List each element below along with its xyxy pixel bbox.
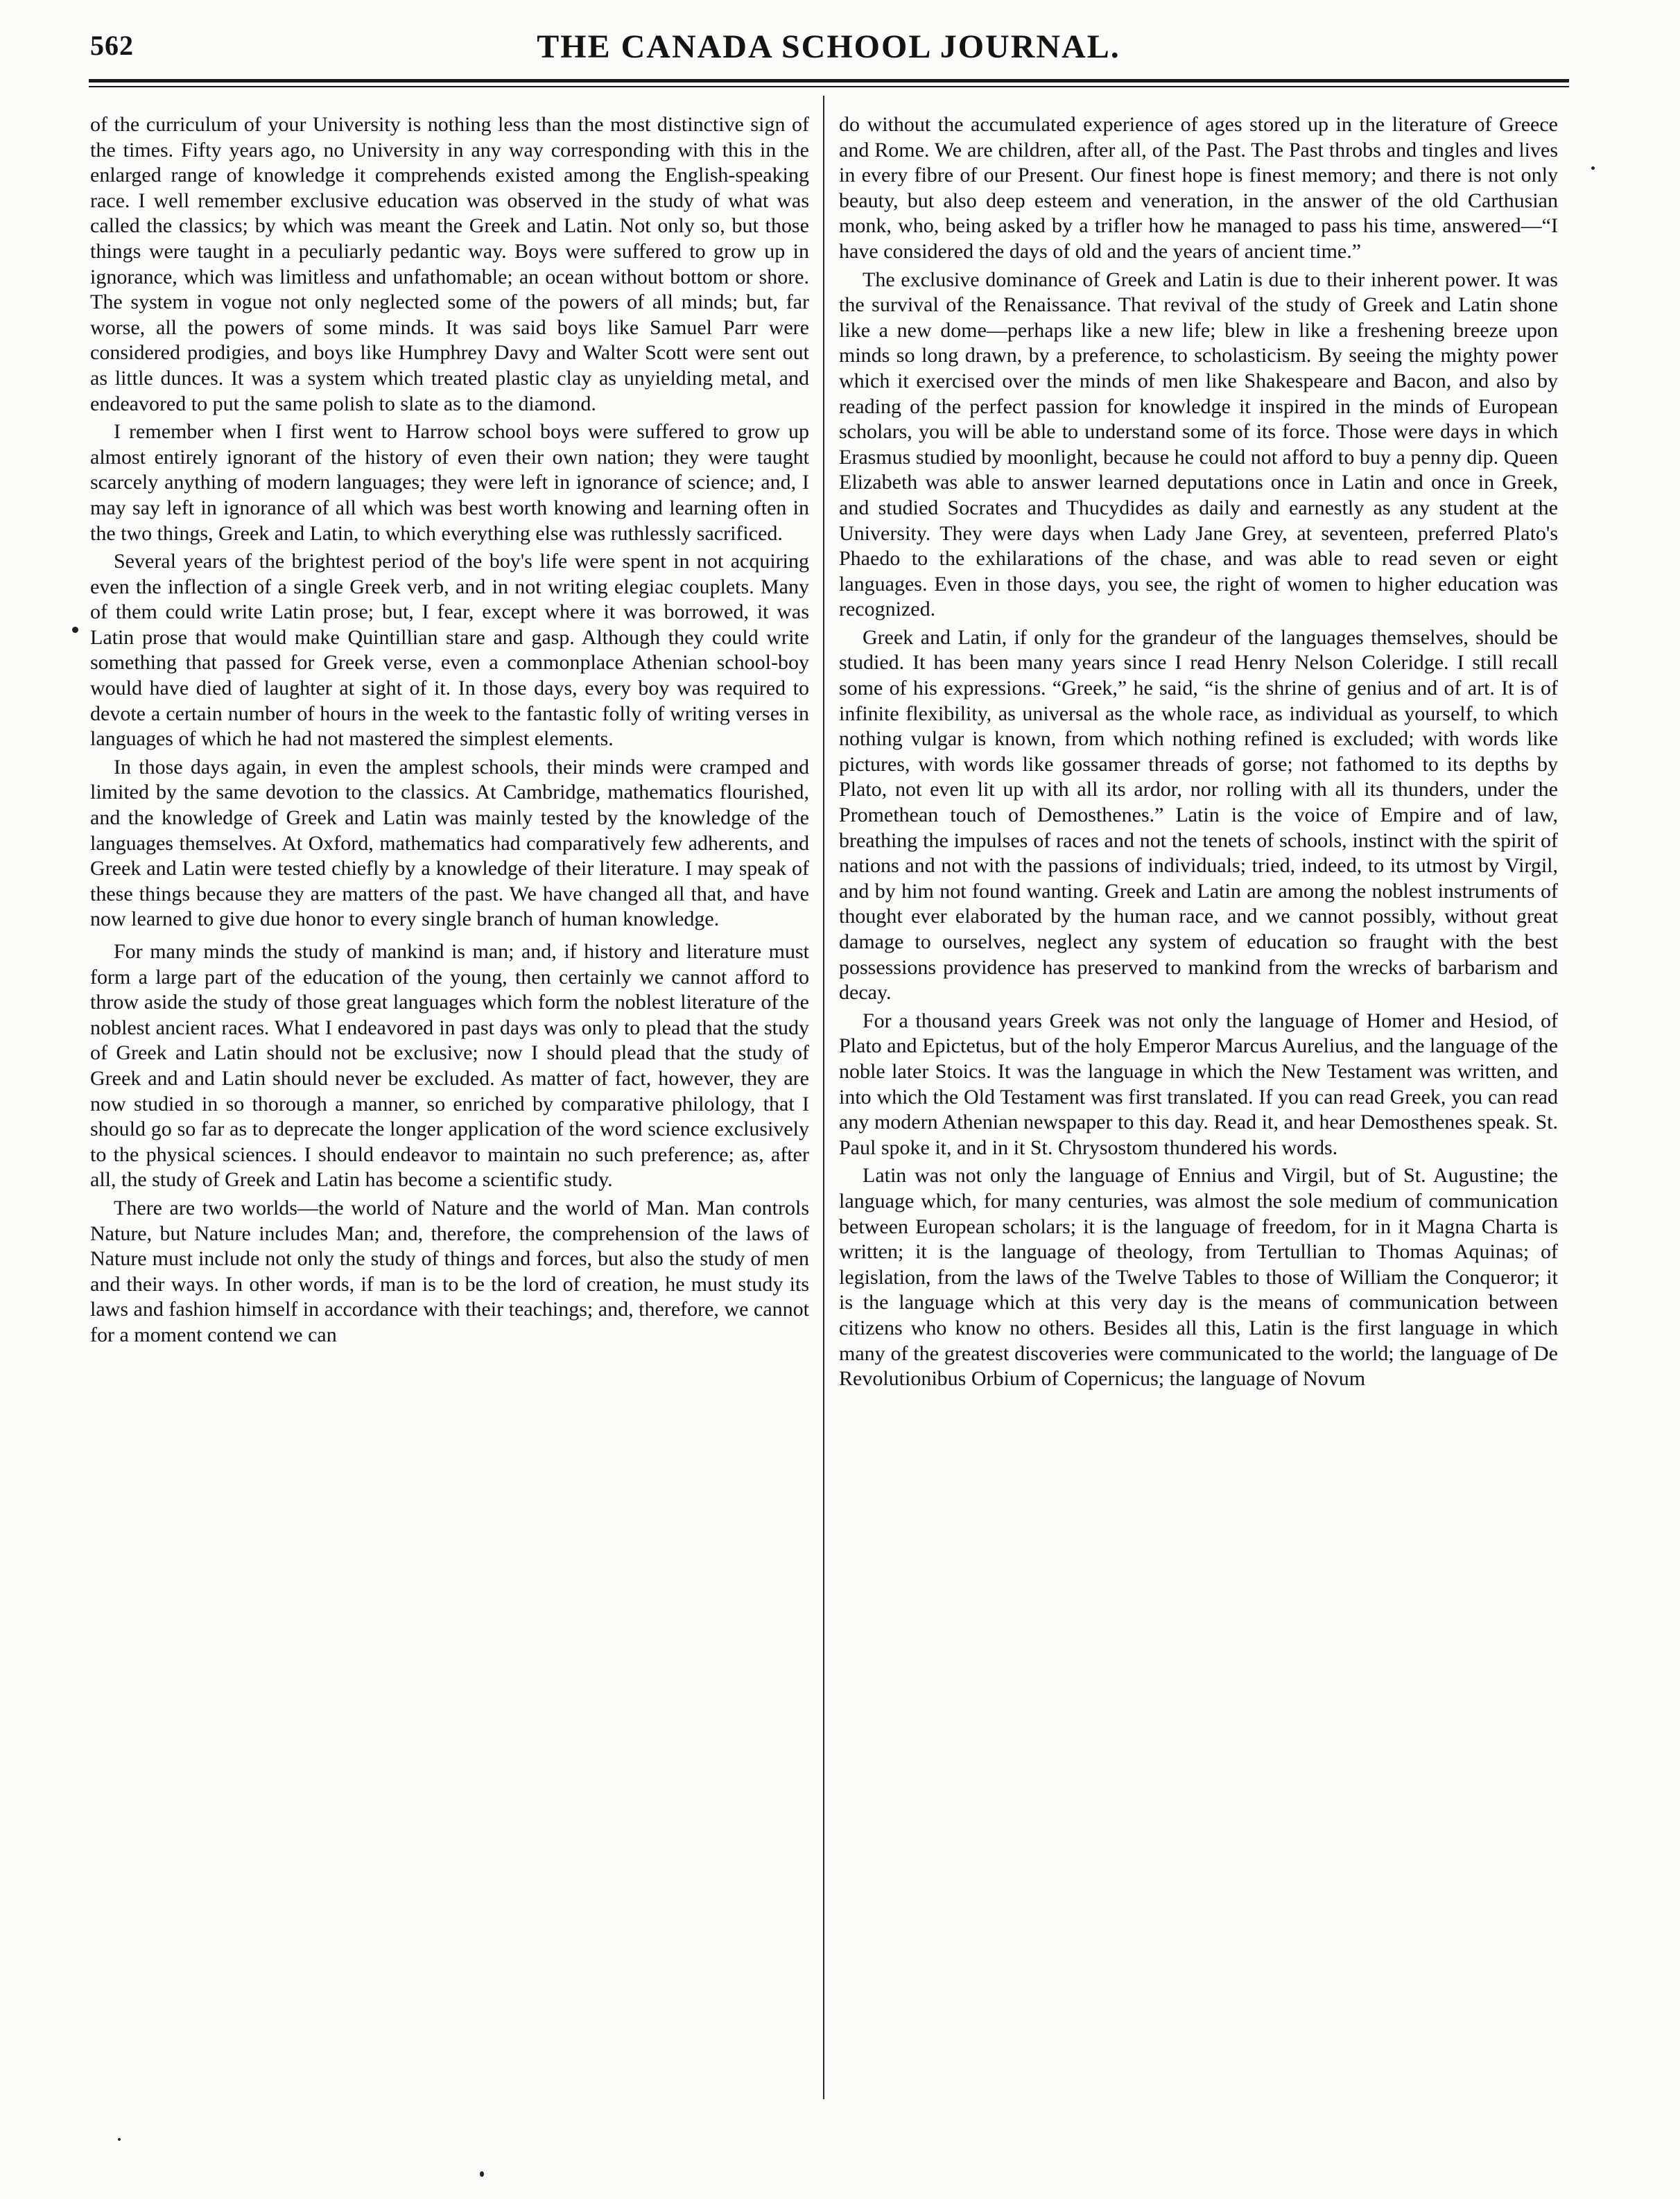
paragraph: Greek and Latin, if only for the grandeur of the languages themselves, should be studied. It has been many years since I read Henry Nelson Coleridge. I still recall some of his expressions. “Greek,” he said, “is the shrine of genius and of art. It is of infinite flexibility, as universal as the whole race, as individual as yourself, to which nothing vulgar is known, from which nothing refined is excluded; with words like pictures, with words like gossamer threads of gorse; not fathomed to its depths by Plato, not even lit up with all its ardor, nor rolling with all its thunders, under the Promethean touch of Demosthenes.” Latin is the voice of Empire and of law, breathing the impulses of races and not the tenets of schools, instinct with the spirit of nations and not with the passions of individuals; tried, indeed, to its utmost by Virgil, and by him not found wanting. Greek and Latin are among the noblest instruments of thought ever elaborated by the human race, and we cannot possibly, without great damage to ourselves, neglect any system of education so fraught with the best possessions providence has preserved to mankind from the wrecks of barbarism and decay. — [839, 625, 1558, 1005]
left-column — [90, 112, 809, 2101]
paragraph: do without the accumulated experience of ages stored up in the literature of Greece and Rome. We are children, after all, of the Past. The Past throbs and tingles and lives in every fibre of our Present. Our finest hope is finest memory; and there is not only beauty, but also deep esteem and veneration, in the answer of the old Carthusian monk, who, being asked by a trifler how he managed to pass his time, answered—“I have considered the days of old and the years of ancient time.” — [839, 113, 1558, 263]
right-column — [839, 112, 1558, 2101]
paragraph: Several years of the brightest period of the boy's life were spent in not acquiring even the inflection of a single Greek verb, and in not writing elegiac couplets. Many of them could write Latin prose; but, I fear, except where it was borrowed, it was Latin prose that would make Quintillian stare and gasp. Although they could write something that passed for Greek verse, even a commonplace Athenian school-boy would have died of laughter at sight of it. In those days, every boy was required to devote a certain number of hours in the week to the fantastic folly of writing verses in languages of which he had not mastered the simplest elements. — [90, 550, 809, 751]
header-rule-thick — [89, 79, 1569, 82]
paragraph: of the curriculum of your University is nothing less than the most distinctive sign of the times. Fifty years ago, no University in any way corresponding with this in the enlarged range of knowledge it comprehends existed among the English-speaking race. I well remember exclusive education was observed in the study of what was called the classics; by which was meant the Greek and Latin. Not only so, but those things were taught in a peculiarly pedantic way. Boys were suffered to grow up in ignorance, which was limitless and unfathomable; an ocean without bottom or shore. The system in vogue not only neglected some of the powers of all minds; but, far worse, all the powers of some minds. It was said boys like Samuel Parr were considered prodigies, and boys like Humphrey Davy and Walter Scott were sent out as little dunces. It was a system which treated plastic clay as unyielding metal, and endeavored to put the same polish to slate as to the diamond. — [90, 113, 809, 415]
paragraph: There are two worlds—the world of Nature and the world of Man. Man controls Nature, but Nature includes Man; and, therefore, the comprehension of the laws of Nature must include not only the study of things and forces, but also the study of men and their ways. In other words, if man is to be the lord of creation, he must study its laws and fashion himself in accordance with their teachings; and, therefore, we cannot for a moment contend we can — [90, 1196, 809, 1346]
scan-speck — [480, 2171, 484, 2177]
paragraph: For many minds the study of mankind is man; and, if history and literature must form a large part of the education of the young, then certainly we cannot afford to throw aside the study of those great languages which form the noblest literature of the noblest ancient races. What I endeavored in past days was only to plead that the study of Greek and Latin should not be exclusive; now I should plead that the study of Greek and and Latin should never be excluded. As matter of fact, however, they are now studied in so thorough a manner, so enriched by comparative philology, that I should go so far as to deprecate the longer application of the word science exclusively to the physical sciences. I should endeavor to maintain no such preference; as, after all, the study of Greek and Latin has become a scientific study. — [90, 940, 809, 1192]
page-header — [90, 21, 1567, 76]
page-number: 562 — [90, 30, 134, 61]
header-rule-thin — [89, 86, 1569, 87]
journal-title: THE CANADA SCHOOL JOURNAL. — [537, 28, 1120, 65]
scan-speck — [1591, 166, 1595, 170]
paragraph: Latin was not only the language of Ennius and Virgil, but of St. Augustine; the language which, for many centuries, was almost the sole medium of communication between European scholars; it is the language of freedom, for in it Magna Charta is written; it is the language of theology, from Tertullian to Thomas Aquinas; of legislation, from the laws of the Twelve Tables to those of William the Conqueror; it is the language which at this very day is the means of communication between citizens who know no others. Besides all this, Latin is the first language in which many of the greatest discoveries were communicated to the world; the language of De Revolutionibus Orbium of Copernicus; the language of Novum — [839, 1164, 1558, 1391]
paragraph: I remember when I first went to Harrow school boys were suffered to grow up almost entirely ignorant of the history of even their own nation; they were taught scarcely anything of modern languages; they were left in ignorance of science; and, I may say left in ignorance of all which was best worth knowing and learning often in the two things, Greek and Latin, to which everything else was ruthlessly sacrificed. — [90, 420, 809, 545]
paragraph: For a thousand years Greek was not only the language of Homer and Hesiod, of Plato and Epictetus, but of the holy Emperor Marcus Aurelius, and the language of the noble later Stoics. It was the language in which the New Testament was written, and into which the Old Testament was first translated. If you can read Greek, you can read any modern Athenian newspaper to this day. Read it, and hear Demosthenes speak. St. Paul spoke it, and in it St. Chrysostom thundered his words. — [839, 1009, 1558, 1159]
column-divider — [823, 96, 824, 2099]
scan-speck — [72, 627, 78, 633]
scan-speck — [118, 2138, 121, 2141]
paragraph: The exclusive dominance of Greek and Latin is due to their inherent power. It was the survival of the Renaissance. That revival of the study of Greek and Latin shone like a new dome—perhaps like a new life; blew in like a freshening breeze upon minds so long drawn, by a preference, to scholasticism. By seeing the mighty power which it exercised over the minds of men like Shakespeare and Bacon, and also by reading of the perfect passion for knowledge it inspired in the minds of European scholars, you will be able to understand some of its force. Those were days in which Erasmus studied by moonlight, because he could not afford to buy a penny dip. Queen Elizabeth was able to answer learned deputations once in Latin and once in Greek, and studied Socrates and Thucydides as daily and earnestly as any student at the University. They were days when Lady Jane Grey, at seventeen, preferred Plato's Phaedo to the exhilarations of the chase, and was able to read seven or eight languages. Even in those days, you see, the right of women to higher education was recognized. — [839, 268, 1558, 621]
paragraph: In those days again, in even the amplest schools, their minds were cramped and limited by the same devotion to the classics. At Cambridge, mathematics flourished, and the knowledge of Greek and Latin was mainly tested by the knowledge of the languages themselves. At Oxford, mathematics had comparatively few adherents, and Greek and Latin were tested chiefly by a knowledge of their literature. I may speak of these things because they are matters of the past. We have changed all that, and have now learned to give due honor to every single branch of human knowledge. — [90, 755, 809, 931]
